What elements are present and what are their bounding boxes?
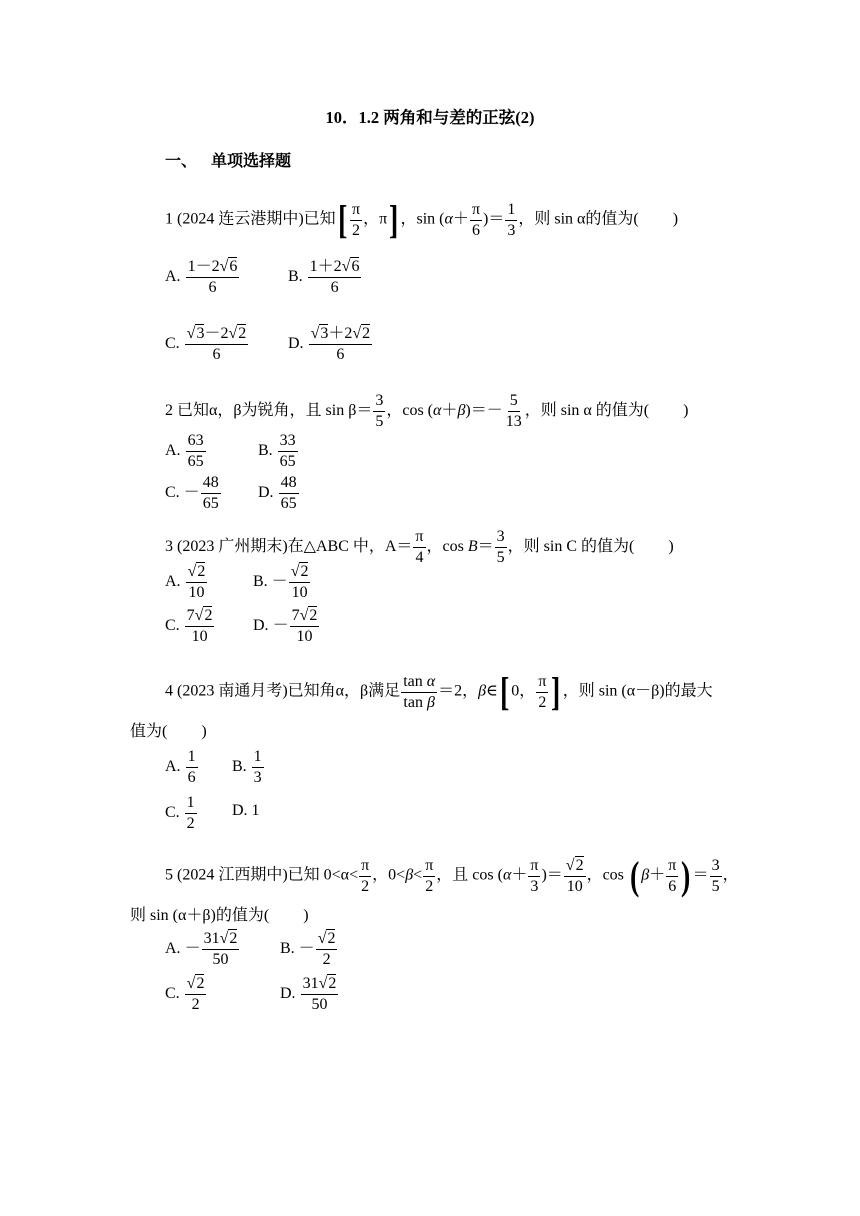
q4-suffix: ，则 sin (α－β)的最大 — [562, 682, 713, 700]
q4-prefix: 4 (2023 南通月考)已知角α，β满足 — [165, 682, 401, 700]
q2-option-a: A. $\frac{63}{65}$ — [165, 432, 204, 470]
q3-option-c: C. $\frac{7√2}{10}$ — [165, 607, 213, 645]
question-1: 1 (2024 连云港期中)已知[ $\frac{\pi}{2}$ ，π] ，sin (α＋ $\frac{\pi}{6}$ )＝ $\frac{1}{3}$ ，则 sin α的值为( ) — [165, 197, 679, 242]
q5-option-d: D. $\frac{31√2}{50}$ — [280, 975, 337, 1013]
q1-suffix: ，则 sin α的值为( — [518, 210, 639, 228]
q1-option-d: D. $\frac{√3+2√2}{6}$ — [288, 325, 371, 363]
q2-option-b: B. $\frac{33}{65}$ — [258, 432, 296, 470]
question-5: 5 (2024 江西期中)已知 0<α< $\frac{\pi}{2}$ ，0<β< $\frac{\pi}{2}$ ，且 cos (α＋ $\frac{\pi}{3}$ )＝ $\frac{√2}{10}$ ，cos ( β＋ $\frac{\pi}{6}$ ) ＝ $\frac{3}{5}$ ， — [165, 853, 739, 898]
q3-prefix: 3 (2023 广州期末)在△ABC 中，A＝ — [165, 537, 413, 555]
question-4-line2: 值为( ) — [130, 723, 207, 740]
question-5-line2: 则 sin (α＋β)的值为( ) — [130, 907, 309, 924]
q4-option-c: C. $\frac{1}{2}$ — [165, 794, 195, 832]
q5-prefix: 5 (2024 江西期中)已知 0<α< — [165, 866, 359, 884]
q2-suffix: ，则 sin α 的值为( — [524, 401, 650, 419]
section-heading — [165, 152, 291, 172]
section-label: 单项选择题 — [211, 153, 292, 170]
q4-option-b: B. $\frac{1}{3}$ — [232, 748, 262, 786]
question-3: 3 (2023 广州期末)在△ABC 中，A＝ $\frac{\pi}{4}$ ，cos B＝ $\frac{3}{5}$ ，则 sin C 的值为( ) — [165, 528, 674, 566]
question-2: 2 已知α，β为锐角，且 sin β＝ $\frac{3}{5}$ ，cos (α＋β)＝－ $\frac{5}{13}$ ，则 sin α 的值为( ) — [165, 392, 689, 430]
q1-option-b: B. $\frac{1+2√6}{6}$ — [288, 258, 360, 296]
q4-option-d: D. 1 — [232, 802, 260, 819]
page-title: 10．1.2 两角和与差的正弦(2) — [325, 108, 535, 127]
q3-option-b: B. － $\frac{√2}{10}$ — [253, 563, 309, 601]
q1-option-a: A. $\frac{1-2√6}{6}$ — [165, 258, 238, 296]
q1-option-c: C. $\frac{√3-2√2}{6}$ — [165, 325, 247, 363]
q5-option-a: A. － $\frac{31√2}{50}$ — [165, 930, 238, 968]
question-4: 4 (2023 南通月考)已知角α，β满足 $\frac{\text{tan α}}{\text{tan β}}$ ＝2，β∈[ 0， $\frac{\pi}{2}$ ] ，则 sin (α－β)的最大 — [165, 669, 713, 714]
q2-option-c: C. － $\frac{48}{65}$ — [165, 474, 219, 512]
q3-suffix: ，则 sin C 的值为( — [507, 537, 635, 555]
q3-option-a: A. $\frac{√2}{10}$ — [165, 563, 206, 601]
q4-option-a: A. $\frac{1}{6}$ — [165, 748, 196, 786]
q5-option-b: B. － $\frac{√2}{2}$ — [280, 930, 336, 968]
q1-prefix: 1 (2024 连云港期中)已知 — [165, 210, 336, 228]
section-number: 一、 — [165, 153, 198, 170]
q5-option-c: C. $\frac{√2}{2}$ — [165, 975, 205, 1013]
q2-option-d: D. $\frac{48}{65}$ — [258, 474, 297, 512]
q3-option-d: D. － $\frac{7√2}{10}$ — [253, 607, 318, 645]
q2-prefix: 2 已知α，β为锐角，且 sin β＝ — [165, 401, 373, 419]
